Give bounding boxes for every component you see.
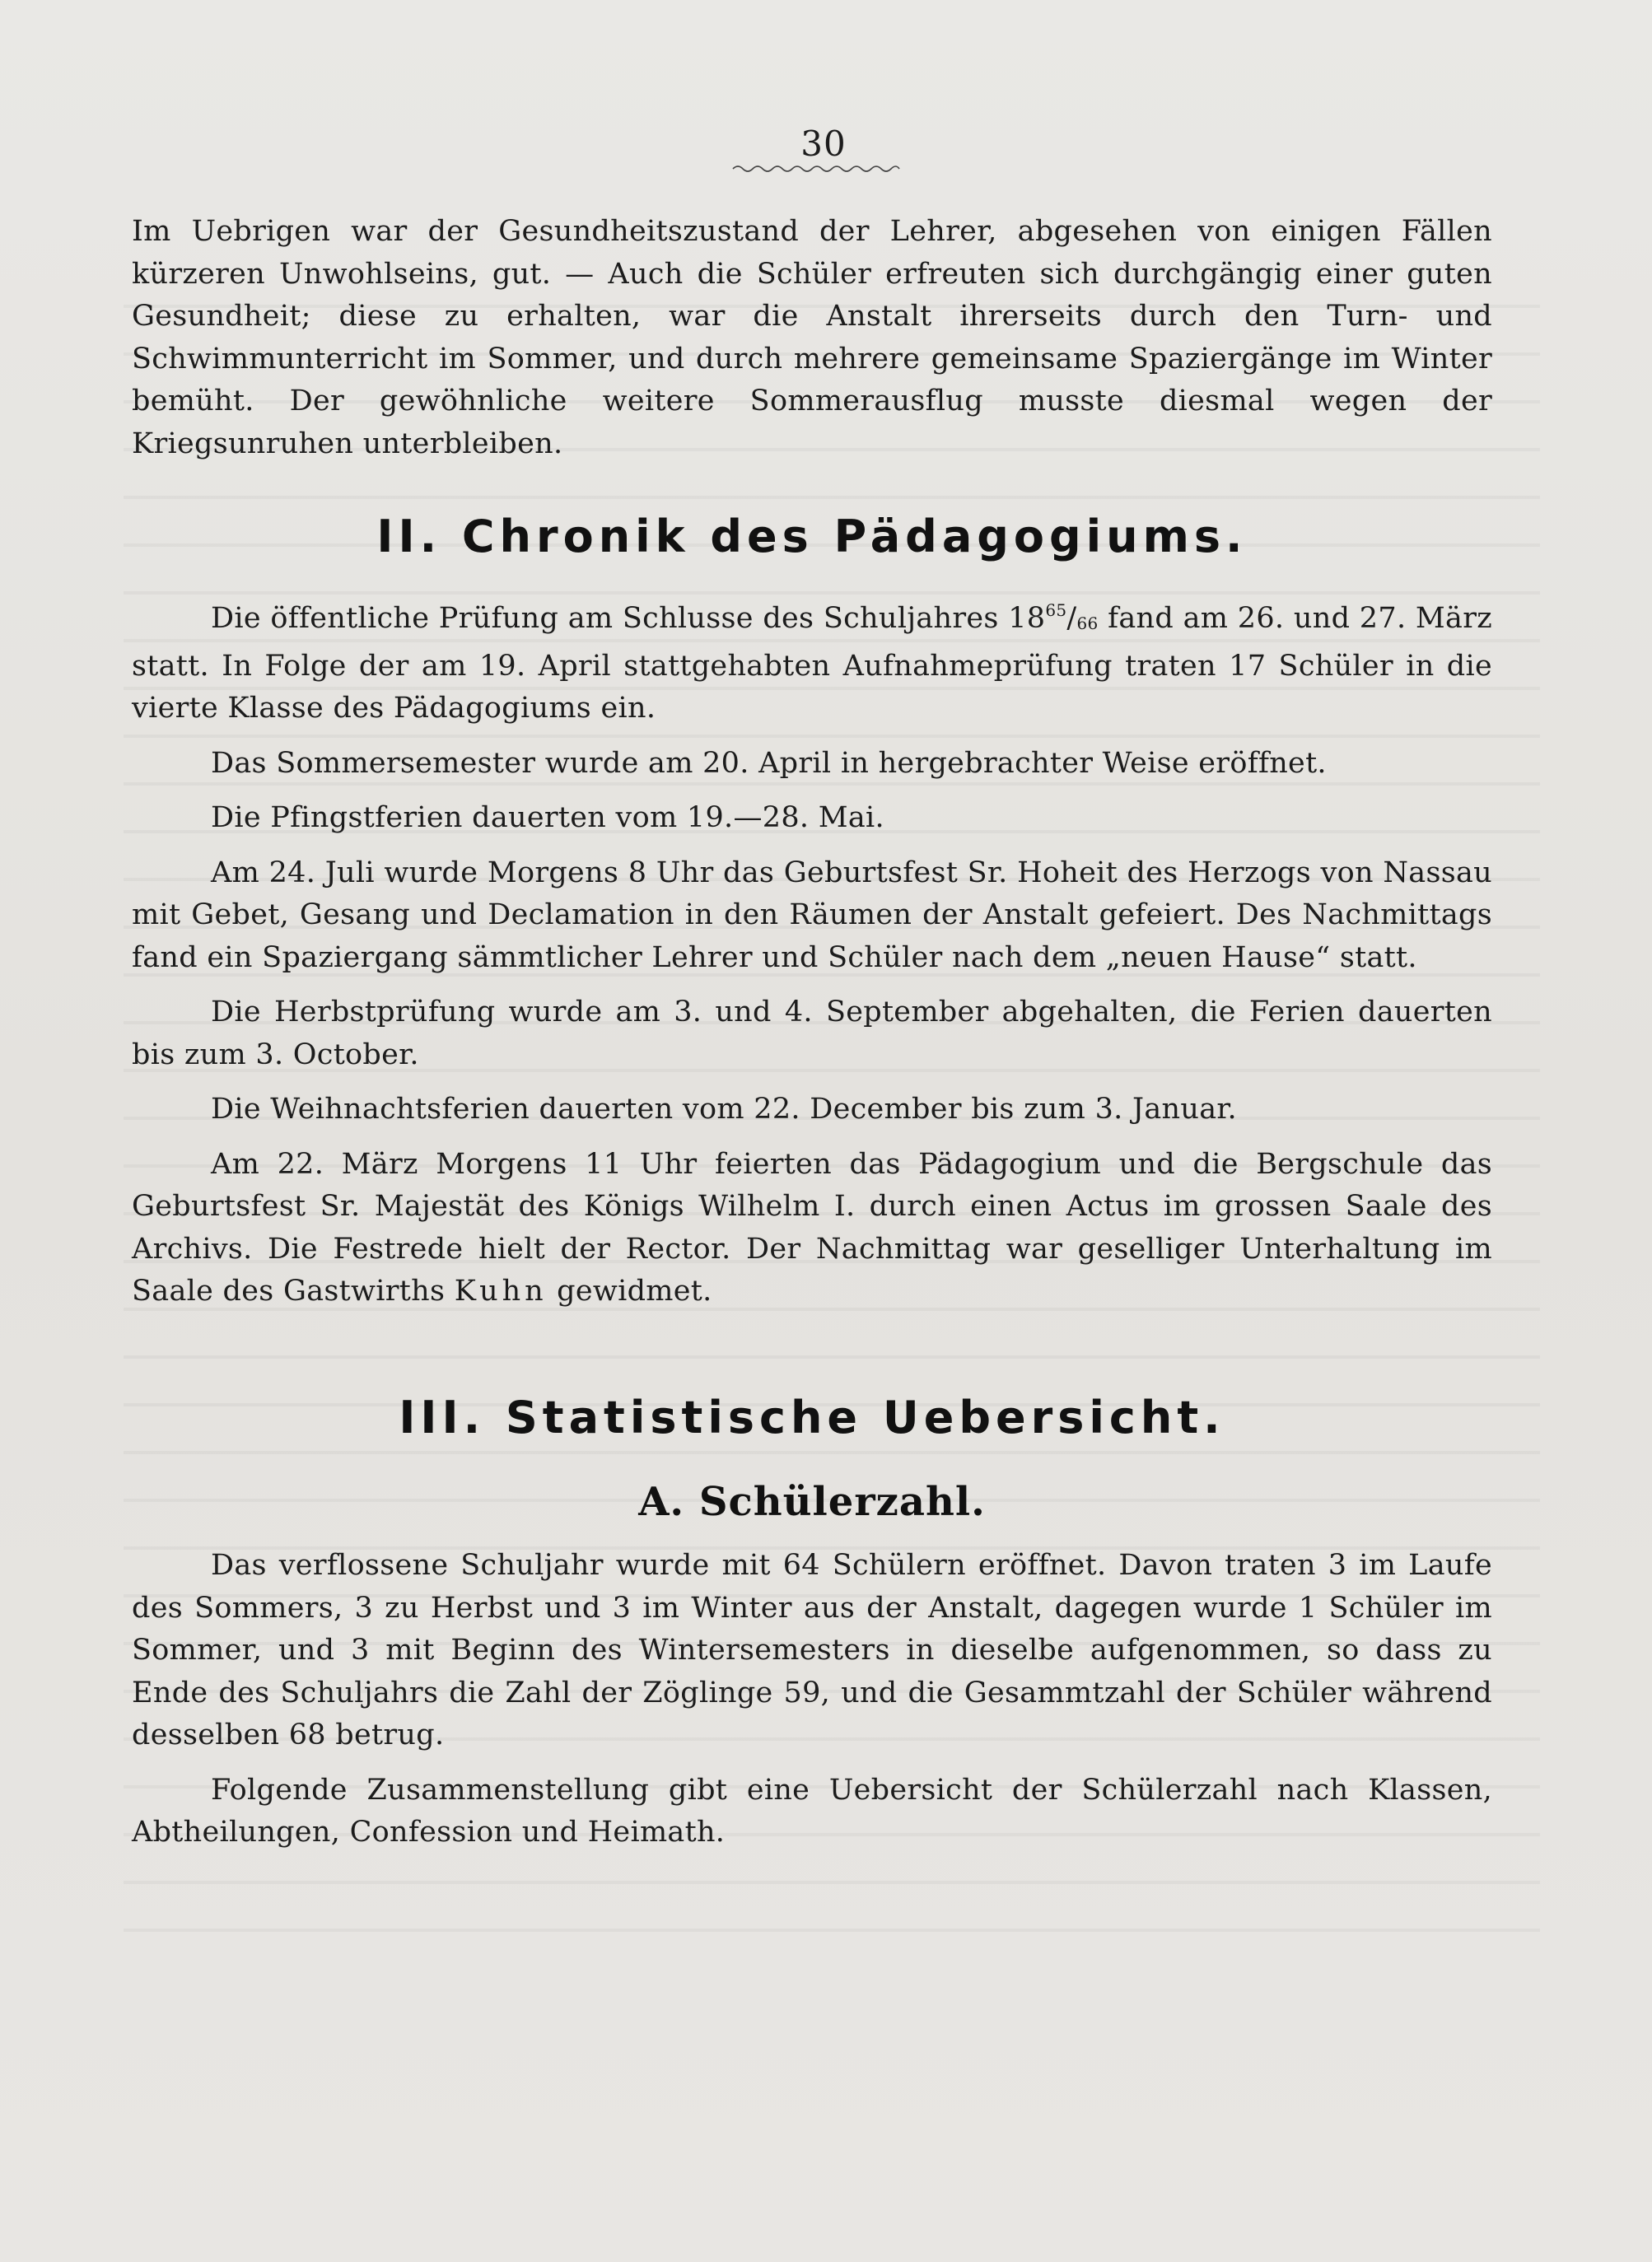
- chronik-paragraph-herbstpruefung: Die Herbstprüfung wurde am 3. und 4. September abgehalten, die Ferien dauerten bis zum 3. October.: [132, 996, 1492, 1071]
- page-number-ornament: [731, 163, 901, 175]
- chronik-p7-end: gewidmet.: [547, 1275, 712, 1308]
- section-heading-chronik: II. Chronik des Pädagogiums.: [376, 511, 1248, 562]
- page-number: 30: [800, 124, 847, 164]
- statistik-text: [132, 1545, 1492, 1854]
- chronik-paragraph-geburtsfest-herzog: Am 24. Juli wurde Morgens 8 Uhr das Geburtsfest Sr. Hoheit des Herzogs von Nassau mit Gebet, Gesang und Declamation in den Räumen der Anstalt gefeiert. Des Nachmittags fand ein Spaziergang sämmtlicher Lehrer und Schüler nach dem „neuen Hause“ statt.: [132, 856, 1492, 974]
- chronik-paragraph-sommersemester: Das Sommersemester wurde am 20. April in hergebrachter Weise eröffnet.: [211, 746, 1327, 780]
- intro-text: [132, 211, 1492, 465]
- chronik-text: [132, 590, 1492, 1313]
- intro-paragraph: Im Uebrigen war der Gesundheitszustand der Lehrer, abgesehen von einigen Fällen kürzeren Unwohlseins, gut. — Auch die Schüler erfreuten sich durchgängig einer guten Gesundheit; diese zu erhalten, war die Anstalt ihrerseits durch den Turn- und Schwimmunterricht im Sommer, und durch mehrere gemeinsame Spaziergänge im Winter bemüht. Der gewöhnliche weitere Sommerausflug musste diesmal wegen der Kriegsunruhen unterbleiben.: [132, 215, 1492, 460]
- chronik-paragraph-geburtsfest-koenig: [132, 1144, 1492, 1313]
- subheading-schuelerzahl: A. Schülerzahl.: [638, 1479, 986, 1525]
- chronik-paragraph-pfingstferien: Die Pfingstferien dauerten vom 19.—28. Mai.: [211, 801, 884, 834]
- chronik-p1-end: fand am 26. und 27. März statt. In Folge der am 19. April stattgehabten Aufnahmeprüfung traten 17 Schüler in die vierte Klasse des Pädagogiums ein.: [132, 602, 1492, 725]
- section-heading-statistik: III. Statistische Uebersicht.: [399, 1392, 1225, 1443]
- statistik-paragraph-zusammenstellung: Folgende Zusammenstellung gibt eine Uebersicht der Schülerzahl nach Klassen, Abtheilungen, Confession und Heimath.: [132, 1773, 1492, 1849]
- chronik-paragraph-pruefung: [132, 590, 1492, 730]
- school-year-denominator: 66: [1076, 613, 1099, 633]
- school-year-slash: /: [1066, 602, 1077, 635]
- school-year-numerator: 65: [1045, 600, 1067, 620]
- chronik-p1-start: Die öffentliche Prüfung am Schlusse des Schuljahres 18: [211, 602, 1046, 635]
- chronik-paragraph-weihnachtsferien: Die Weihnachtsferien dauerten vom 22. December bis zum 3. Januar.: [211, 1093, 1237, 1126]
- chronik-p7-start: Am 22. März Morgens 11 Uhr feierten das Pädagogium und die Bergschule das Geburtsfest Sr. Majestät des Königs Wilhelm I. durch einen Actus im grossen Saale des Archivs. Die Festrede hielt der Rector. Der Nachmittag war geselliger Unterhaltung im Saale des Gastwirths: [132, 1147, 1492, 1308]
- statistik-paragraph-schuelerzahl: Das verflossene Schuljahr wurde mit 64 Schülern eröffnet. Davon traten 3 im Laufe des Sommers, 3 zu Herbst und 3 im Winter aus der Anstalt, dagegen wurde 1 Schüler im Sommer, und 3 mit Beginn des Wintersemesters in dieselbe aufgenommen, so dass zu Ende des Schuljahrs die Zahl der Zöglinge 59, und die Gesammtzahl der Schüler während desselben 68 betrug.: [132, 1549, 1492, 1751]
- innkeeper-name: Kuhn: [454, 1275, 548, 1308]
